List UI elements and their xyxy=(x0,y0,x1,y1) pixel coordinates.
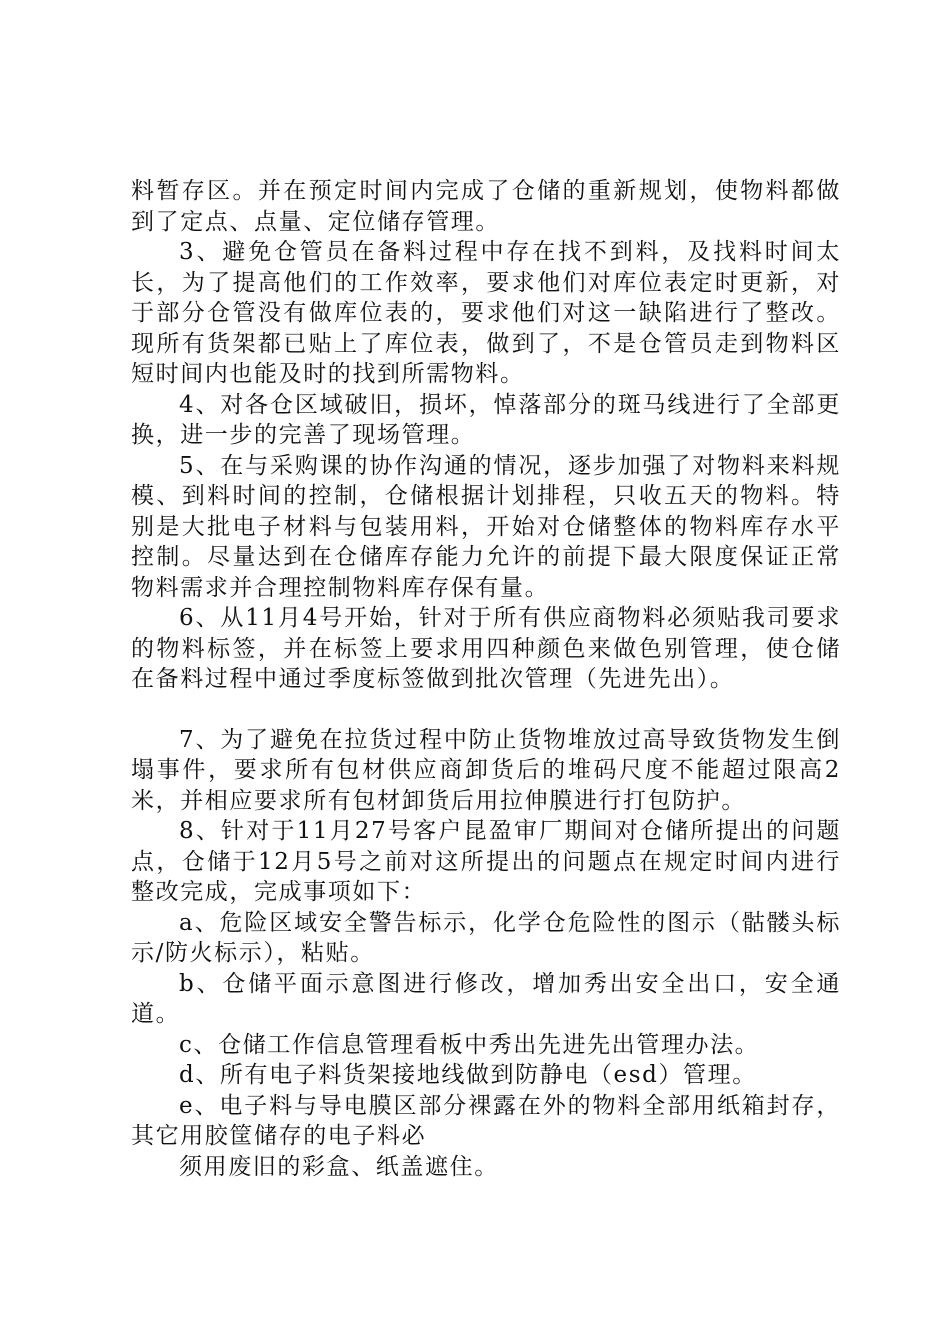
paragraph-sub-c: c、仓储工作信息管理看板中秀出先进先出管理办法。 xyxy=(179,1031,760,1058)
paragraph-item-8: 8、针对于11月27号客户昆盈审厂期间对仓储所提出的问题点，仓储于12月5号之前对这所提出的问题点在规定时间内进行整改完成，完成事项如下： xyxy=(131,818,841,905)
paragraph-item-6: 6、从11月4号开始，针对于所有供应商物料必须贴我司要求的物料标签，并在标签上要求用四种颜色来做色别管理，使仓储在备料过程中通过季度标签做到批次管理（先进先出）。 xyxy=(131,605,841,692)
paragraph-sub-b: b、仓储平面示意图进行修改，增加秀出安全出口，安全通道。 xyxy=(131,970,841,1027)
document-body xyxy=(131,176,841,1182)
paragraph-sub-a: a、危险区域安全警告标示，化学仓危险性的图示（骷髅头标示/防火标示），粘贴。 xyxy=(131,909,841,966)
paragraph-item-3: 3、避免仓管员在备料过程中存在找不到料，及找料时间太长，为了提高他们的工作效率，要求他们对库位表定时更新，对于部分仓管没有做库位表的，要求他们对这一缺陷进行了整改。现所有货架都已贴上了库位表，做到了，不是仓管员走到物料区短时间内也能及时的找到所需物料。 xyxy=(131,239,841,387)
paragraph-item-4: 4、对各仓区域破旧，损坏，悼落部分的斑马线进行了全部更换，进一步的完善了现场管理。 xyxy=(131,391,841,448)
paragraph-sub-d: d、所有电子料货架接地线做到防静电（esd）管理。 xyxy=(179,1062,757,1088)
paragraph-item-5: 5、在与采购课的协作沟通的情况，逐步加强了对物料来料规模、到料时间的控制，仓储根据计划排程，只收五天的物料。特别是大批电子材料与包装用料，开始对仓储整体的物料库存水平控制。尽量达到在仓储库存能力允许的前提下最大限度保证正常物料需求并合理控制物料库存保有量。 xyxy=(131,452,841,601)
paragraph-sub-e-cont: 须用废旧的彩盒、纸盖遮住。 xyxy=(179,1153,499,1180)
paragraph-intro: 料暂存区。并在预定时间内完成了仓储的重新规划，使物料都做到了定点、点量、定位储存管理。 xyxy=(131,178,841,235)
paragraph-sub-e: e、电子料与导电膜区部分裸露在外的物料全部用纸箱封存，其它用胶筐储存的电子料必 xyxy=(131,1092,841,1149)
paragraph-gap xyxy=(131,695,841,725)
paragraph-item-7: 7、为了避免在拉货过程中防止货物堆放过高导致货物发生倒塌事件，要求所有包材供应商卸货后的堆码尺度不能超过限高2米，并相应要求所有包材卸货后用拉伸膜进行打包防护。 xyxy=(131,726,841,814)
